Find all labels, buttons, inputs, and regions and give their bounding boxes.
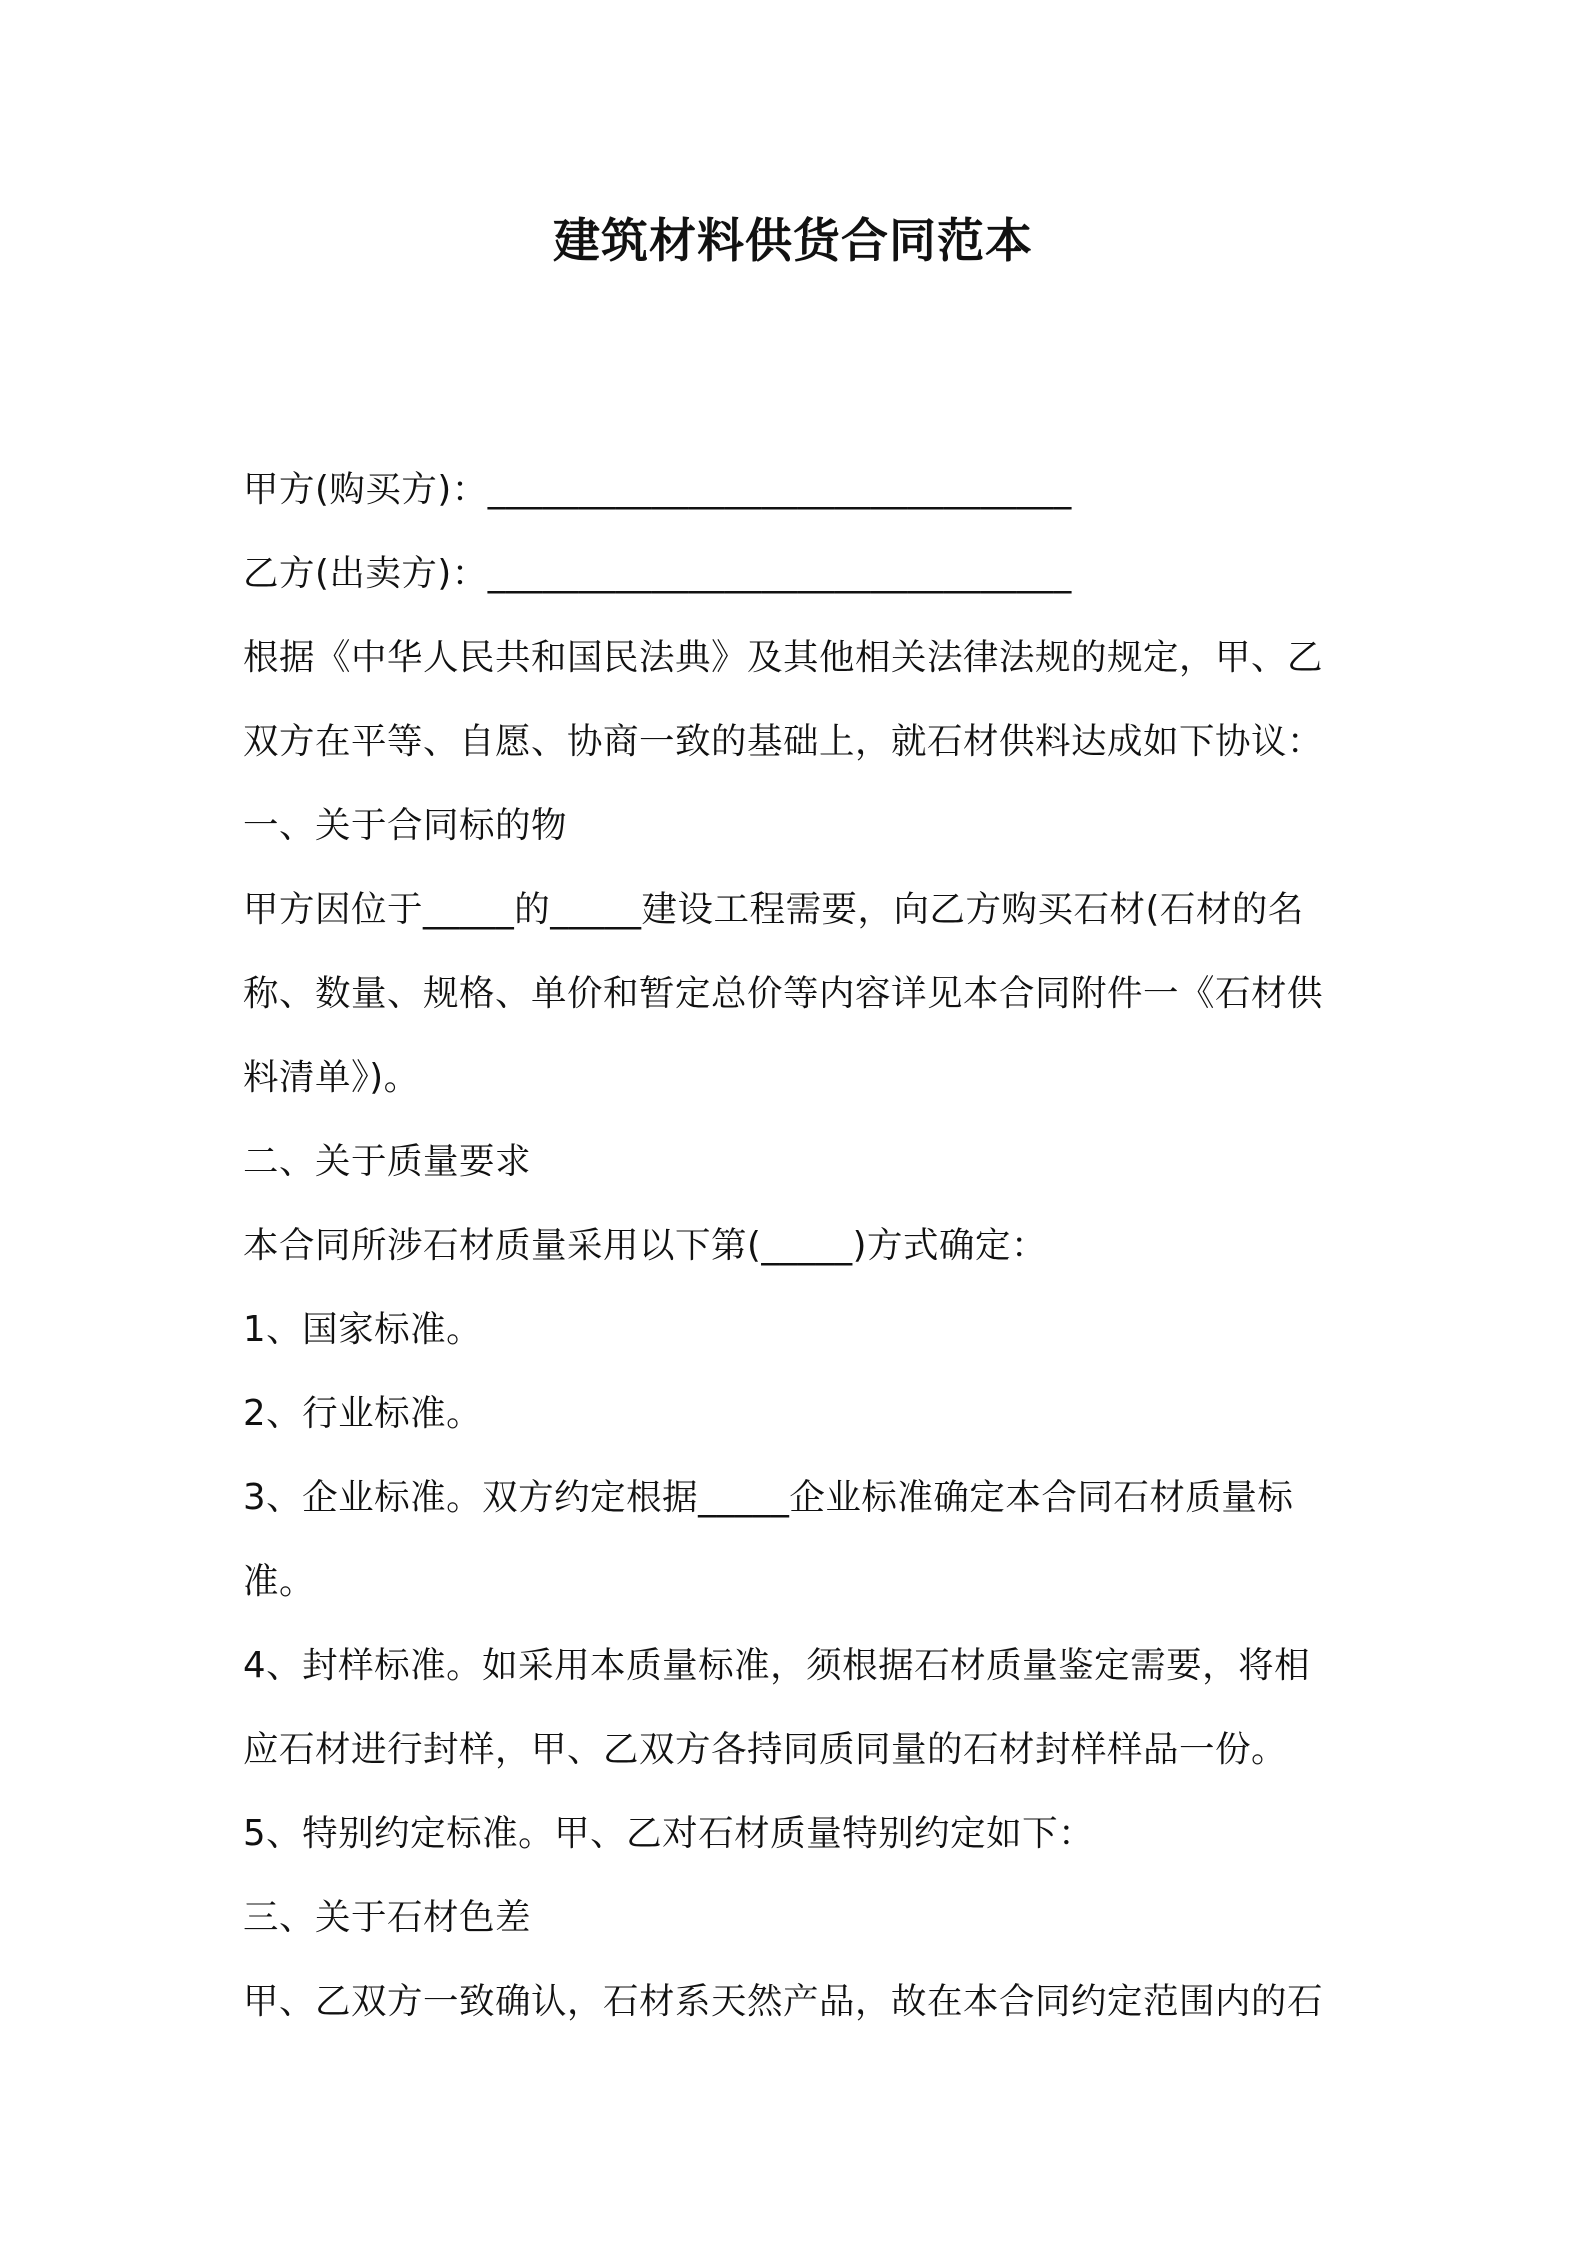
section-heading bbox=[243, 1876, 1363, 1960]
list-item bbox=[243, 1372, 1363, 1456]
party-a-text: 甲方(购买方)：________________________________ bbox=[243, 469, 1072, 510]
paragraph-line bbox=[243, 616, 1363, 700]
list-item bbox=[243, 1792, 1363, 1876]
paragraph-line bbox=[243, 868, 1363, 952]
list-item bbox=[243, 1624, 1363, 1708]
section-1-heading: 一、关于合同标的物 bbox=[243, 805, 568, 846]
paragraph-line bbox=[243, 1036, 1363, 1120]
paragraph-line bbox=[243, 1960, 1363, 2044]
section-1-text-1: 甲方因位于_____的_____建设工程需要，向乙方购买石材(石材的名 bbox=[243, 889, 1304, 930]
preamble-text-2: 双方在平等、自愿、协商一致的基础上，就石材供料达成如下协议： bbox=[243, 721, 1324, 762]
standard-item-2: 2、行业标准。 bbox=[243, 1393, 483, 1434]
paragraph-line bbox=[243, 700, 1363, 784]
section-3-text-1: 甲、乙双方一致确认，石材系天然产品，故在本合同约定范围内的石 bbox=[243, 1981, 1324, 2022]
party-b-text: 乙方(出卖方)：________________________________ bbox=[243, 553, 1072, 594]
standard-item-3-cont: 准。 bbox=[243, 1561, 316, 1602]
section-1-text-3: 料清单》)。 bbox=[243, 1057, 420, 1098]
section-heading bbox=[243, 1120, 1363, 1204]
paragraph-line bbox=[243, 1204, 1363, 1288]
section-1-text-2: 称、数量、规格、单价和暂定总价等内容详见本合同附件一《石材供 bbox=[243, 973, 1324, 1014]
list-item bbox=[243, 1708, 1363, 1792]
standard-item-5: 5、特别约定标准。甲、乙对石材质量特别约定如下： bbox=[243, 1813, 1095, 1854]
paragraph-line bbox=[243, 952, 1363, 1036]
section-heading bbox=[243, 784, 1363, 868]
standard-item-1: 1、国家标准。 bbox=[243, 1309, 483, 1350]
document-body bbox=[243, 448, 1363, 2044]
list-item bbox=[243, 1288, 1363, 1372]
section-2-heading: 二、关于质量要求 bbox=[243, 1141, 532, 1182]
section-3-heading: 三、关于石材色差 bbox=[243, 1897, 532, 1938]
standard-item-4-cont: 应石材进行封样，甲、乙双方各持同质同量的石材封样样品一份。 bbox=[243, 1729, 1288, 1770]
party-b-line bbox=[243, 532, 1363, 616]
section-2-intro: 本合同所涉石材质量采用以下第(_____)方式确定： bbox=[243, 1225, 1047, 1266]
document-title: 建筑材料供货合同范本 bbox=[553, 214, 1033, 269]
list-item bbox=[243, 1456, 1363, 1540]
standard-item-4: 4、封样标准。如采用本质量标准，须根据石材质量鉴定需要，将相 bbox=[243, 1645, 1311, 1686]
party-a-line bbox=[243, 448, 1363, 532]
list-item bbox=[243, 1540, 1363, 1624]
standard-item-3: 3、企业标准。双方约定根据_____企业标准确定本合同石材质量标 bbox=[243, 1477, 1294, 1518]
preamble-text-1: 根据《中华人民共和国民法典》及其他相关法律法规的规定，甲、乙 bbox=[243, 637, 1324, 678]
